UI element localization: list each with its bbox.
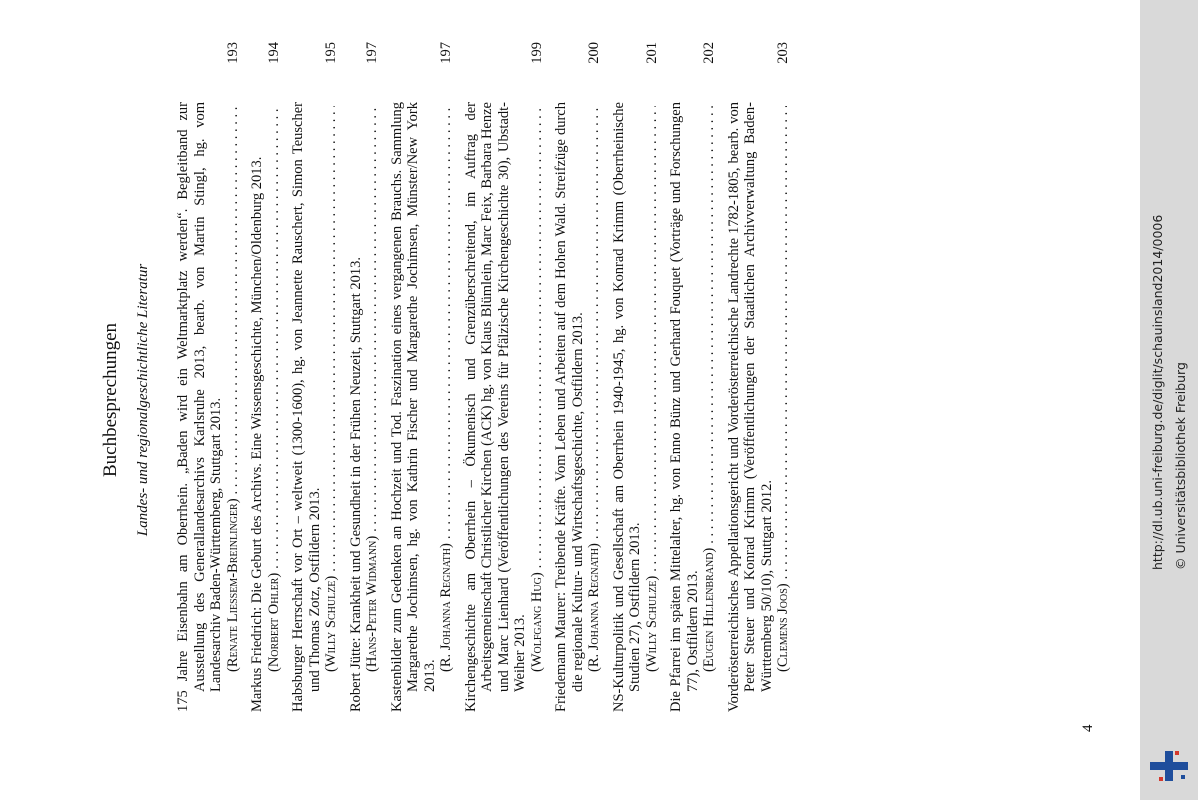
entry-reviewer: (R. Johanna Regnath) bbox=[438, 543, 454, 672]
entry-reviewer: (Renate Liessem-Breinlinger) bbox=[224, 498, 241, 672]
entry-citation: Kastenbilder zum Gedenken an Hochzeit und Tod. Faszination eines vergangenen Brauchs. Sammlung Margarethe Jochimsen, hg. von Kathrin Fischer und Margarethe Jochimsen, Münster/New York 2013. bbox=[388, 102, 438, 712]
dot-leader bbox=[701, 106, 718, 544]
entry-page-number: 201 bbox=[643, 42, 660, 64]
review-entry bbox=[611, 42, 661, 712]
entry-reviewer: (Willy Schulze) bbox=[643, 575, 660, 672]
entry-reviewer: (Hans-Peter Widmann) bbox=[364, 535, 380, 672]
review-entry bbox=[249, 42, 282, 712]
review-list bbox=[175, 42, 800, 712]
source-url-link[interactable]: http://dl.ub.uni-freiburg.de/diglit/schauinsland2014/0006 bbox=[1150, 214, 1165, 570]
copyright-notice: © Universitätsbibliothek Freiburg bbox=[1173, 362, 1188, 570]
review-entry bbox=[389, 42, 455, 712]
library-sidebar bbox=[1140, 0, 1198, 800]
page-number: 4 bbox=[1080, 724, 1096, 732]
entry-page-number: 194 bbox=[265, 42, 282, 64]
entry-citation: Markus Friedrich: Die Geburt des Archivs. Eine Wissensgeschichte, München/Oldenburg 2013. bbox=[249, 156, 265, 712]
entry-page-number: 197 bbox=[438, 42, 454, 64]
entry-citation: Habsburger Herrschaft vor Ort – weltweit (1300-1600), hg. von Jeannette Rauschert, Simon Teuscher und Thomas Zotz, Ostfildern 2013. bbox=[290, 102, 323, 712]
review-entry bbox=[348, 42, 381, 712]
review-entry bbox=[290, 42, 340, 712]
entry-page-number: 202 bbox=[701, 42, 717, 64]
entry-reviewer: (Norbert Ohler) bbox=[265, 572, 282, 672]
dot-leader bbox=[529, 106, 546, 568]
entry-reviewer: (Willy Schulze) bbox=[323, 575, 339, 672]
dot-leader bbox=[364, 106, 381, 532]
entry-reviewer: (Clemens Joos) bbox=[775, 583, 791, 672]
entry-citation: NS-Kulturpolitik und Gesellschaft am Oberrhein 1940-1945, hg. von Konrad Krimm (Oberrheinische Studien 27), Ostfildern 2013. bbox=[610, 102, 643, 712]
entry-reviewer: (Wolfgang Hug) bbox=[528, 572, 545, 672]
entry-citation: Kirchengeschichte am Oberrhein – Ökumenisch und Grenzüberschreitend, im Auftrag der Arbeitsgemeinschaft Christlicher Kirchen (ACK) hg. von Klaus Blümlein, Marc Feix, Barbara Henze und Marc Lienhard (Veröffentlichungen des Vereins für Pfälzische Kirchengeschichte 30), Ubstadt-Weiher 2013. bbox=[462, 102, 528, 712]
entry-page-number: 197 bbox=[364, 42, 380, 64]
review-entry bbox=[668, 42, 718, 712]
dot-leader bbox=[586, 106, 603, 539]
review-entry bbox=[175, 42, 241, 712]
review-entry bbox=[463, 42, 546, 712]
entry-citation: Robert Jütte: Krankheit und Gesundheit in der Frühen Neuzeit, Stuttgart 2013. bbox=[347, 256, 364, 712]
entry-page-number: 193 bbox=[224, 42, 241, 64]
dot-leader bbox=[775, 106, 792, 579]
dot-leader bbox=[323, 106, 340, 572]
page-heading: Buchbesprechungen bbox=[100, 322, 121, 478]
entry-reviewer: (R. Johanna Regnath) bbox=[586, 543, 602, 672]
dot-leader bbox=[644, 106, 661, 572]
entry-page-number: 200 bbox=[586, 42, 602, 64]
dot-leader bbox=[225, 106, 242, 494]
entry-citation: Vorderösterreichisches Appellationsgericht und Vorderösterreichische Landrechte 1782-1805, bearb. von Peter Steuer und Konrad Krimm (Veröffentlichungen der Staatlichen Archivverwaltung Baden-Württemberg 50/10), Stuttgart 2012. bbox=[725, 102, 775, 712]
entry-citation: 175 Jahre Eisenbahn am Oberrhein. „Baden wird ein Weltmarktplatz werden“. Begleitband zur Ausstellung des Generallandesarchivs Karlsruhe 2013, bearb. von Martin Stingl, hg. vom Landesarchiv Baden-Württemberg, Stuttgart 2013. bbox=[175, 102, 224, 712]
entry-page-number: 203 bbox=[775, 42, 791, 64]
entry-citation: Friedemann Maurer: Treibende Kräfte. Vom Leben und Arbeiten auf dem Hohen Wald. Streifzüge durch die regionale Kultur- und Wirtschaftsgeschichte, Ostfildern 2013. bbox=[553, 102, 586, 712]
entry-page-number: 195 bbox=[323, 42, 339, 64]
entry-citation: Die Pfarrei im späten Mittelalter, hg. von Enno Bünz und Gerhard Fouquet (Vorträge und Forschungen 77), Ostfildern 2013. bbox=[668, 102, 701, 712]
ub-freiburg-logo-icon bbox=[1148, 745, 1190, 787]
review-entry bbox=[553, 42, 603, 712]
page-subheading: Landes- und regionalgeschichtliche Literatur bbox=[135, 263, 151, 537]
entry-reviewer: (Eugen Hillenbrand) bbox=[701, 547, 717, 672]
review-entry bbox=[726, 42, 792, 712]
entry-page-number: 199 bbox=[528, 42, 545, 64]
dot-leader bbox=[438, 106, 455, 539]
dot-leader bbox=[266, 106, 283, 569]
